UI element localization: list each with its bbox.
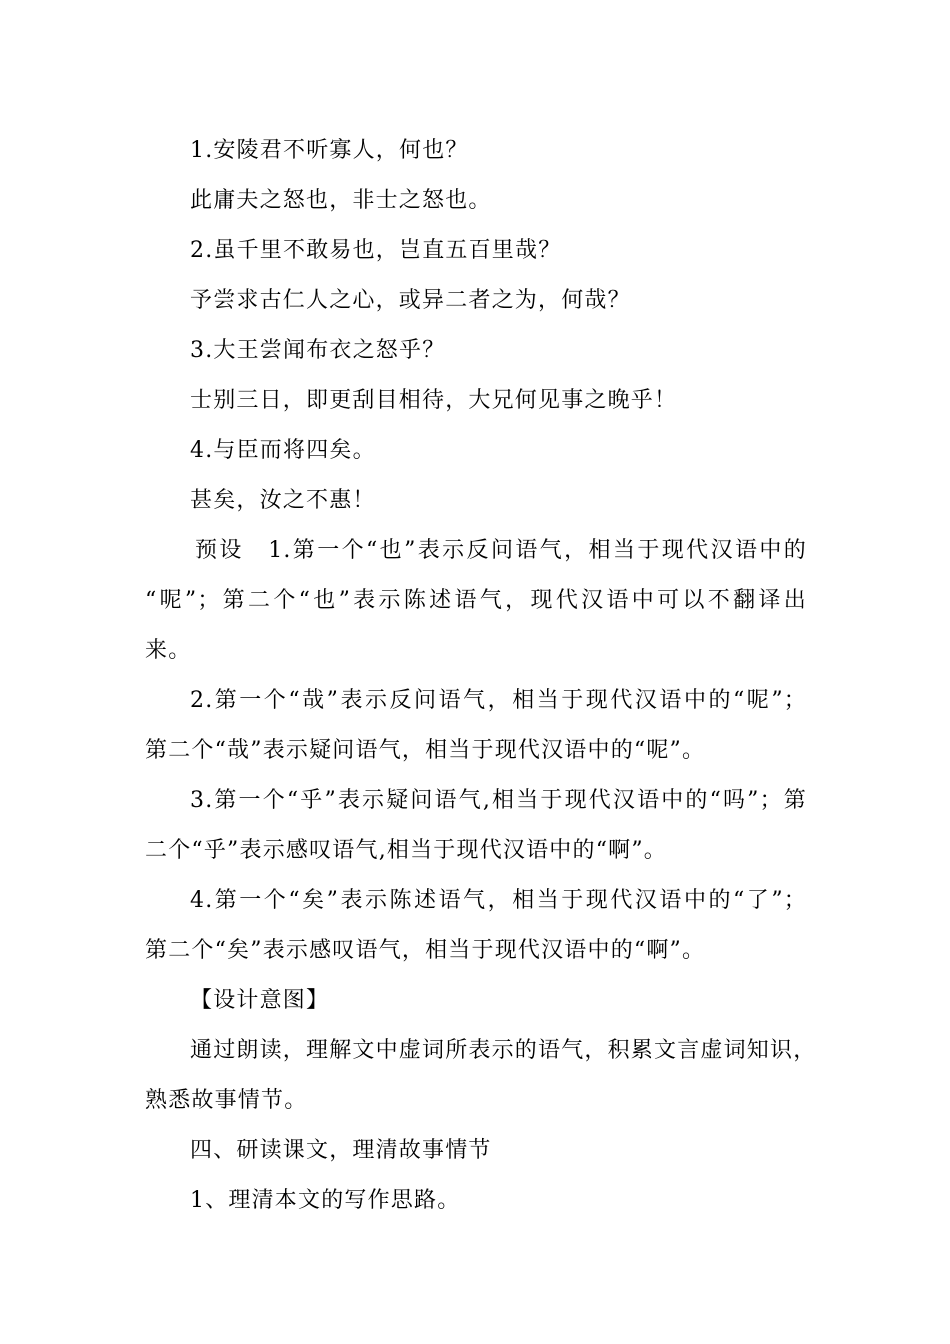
section-heading: 四、研读课文，理清故事情节: [190, 1138, 492, 1163]
answer-3-line-2: 二个“乎”表示感叹语气,相当于现代汉语中的“啊”。: [145, 838, 667, 863]
design-intent-heading: 【设计意图】: [190, 988, 330, 1013]
example-line-2b: 予尝求古仁人之心，或异二者之为，何哉？: [190, 288, 631, 313]
design-intent-line-2: 熟悉故事情节。: [145, 1088, 308, 1113]
example-line-4b: 甚矣，汝之不惠！: [190, 488, 376, 513]
design-intent-line-1: 通过朗读，理解文中虚词所表示的语气，积累文言虚词知识，: [190, 1038, 817, 1063]
answer-3-line-1: 3.第一个“乎”表示疑问语气,相当于现代汉语中的“吗”；第: [190, 788, 807, 813]
subsection-item-1: 1、理清本文的写作思路。: [190, 1188, 461, 1213]
example-line-1a: 1.安陵君不听寡人，何也？: [190, 138, 469, 163]
answer-1-line-3: 来。: [145, 638, 192, 663]
example-line-4a: 4.与臣而将四矣。: [190, 438, 376, 463]
example-line-2a: 2.虽千里不敢易也，岂直五百里哉？: [190, 238, 562, 263]
example-line-1b: 此庸夫之怒也，非士之怒也。: [190, 188, 492, 213]
answer-4-line-2: 第二个“矣”表示感叹语气，相当于现代汉语中的“啊”。: [145, 938, 706, 963]
example-line-3b: 士别三日，即更刮目相待，大兄何见事之晚乎！: [190, 388, 678, 413]
example-line-3a: 3.大王尝闻布衣之怒乎？: [190, 338, 446, 363]
answer-4-line-1: 4.第一个“矣”表示陈述语气，相当于现代汉语中的“了”；: [190, 888, 807, 913]
answer-2-line-2: 第二个“哉”表示疑问语气，相当于现代汉语中的“呢”。: [145, 738, 706, 763]
answer-1-line-1: 预设 1.第一个“也”表示反问语气，相当于现代汉语中的: [195, 538, 807, 563]
answer-2-line-1: 2.第一个“哉”表示反问语气，相当于现代汉语中的“呢”；: [190, 688, 807, 713]
answer-1-line-2: “呢”；第二个“也”表示陈述语气，现代汉语中可以不翻译出: [145, 588, 807, 613]
